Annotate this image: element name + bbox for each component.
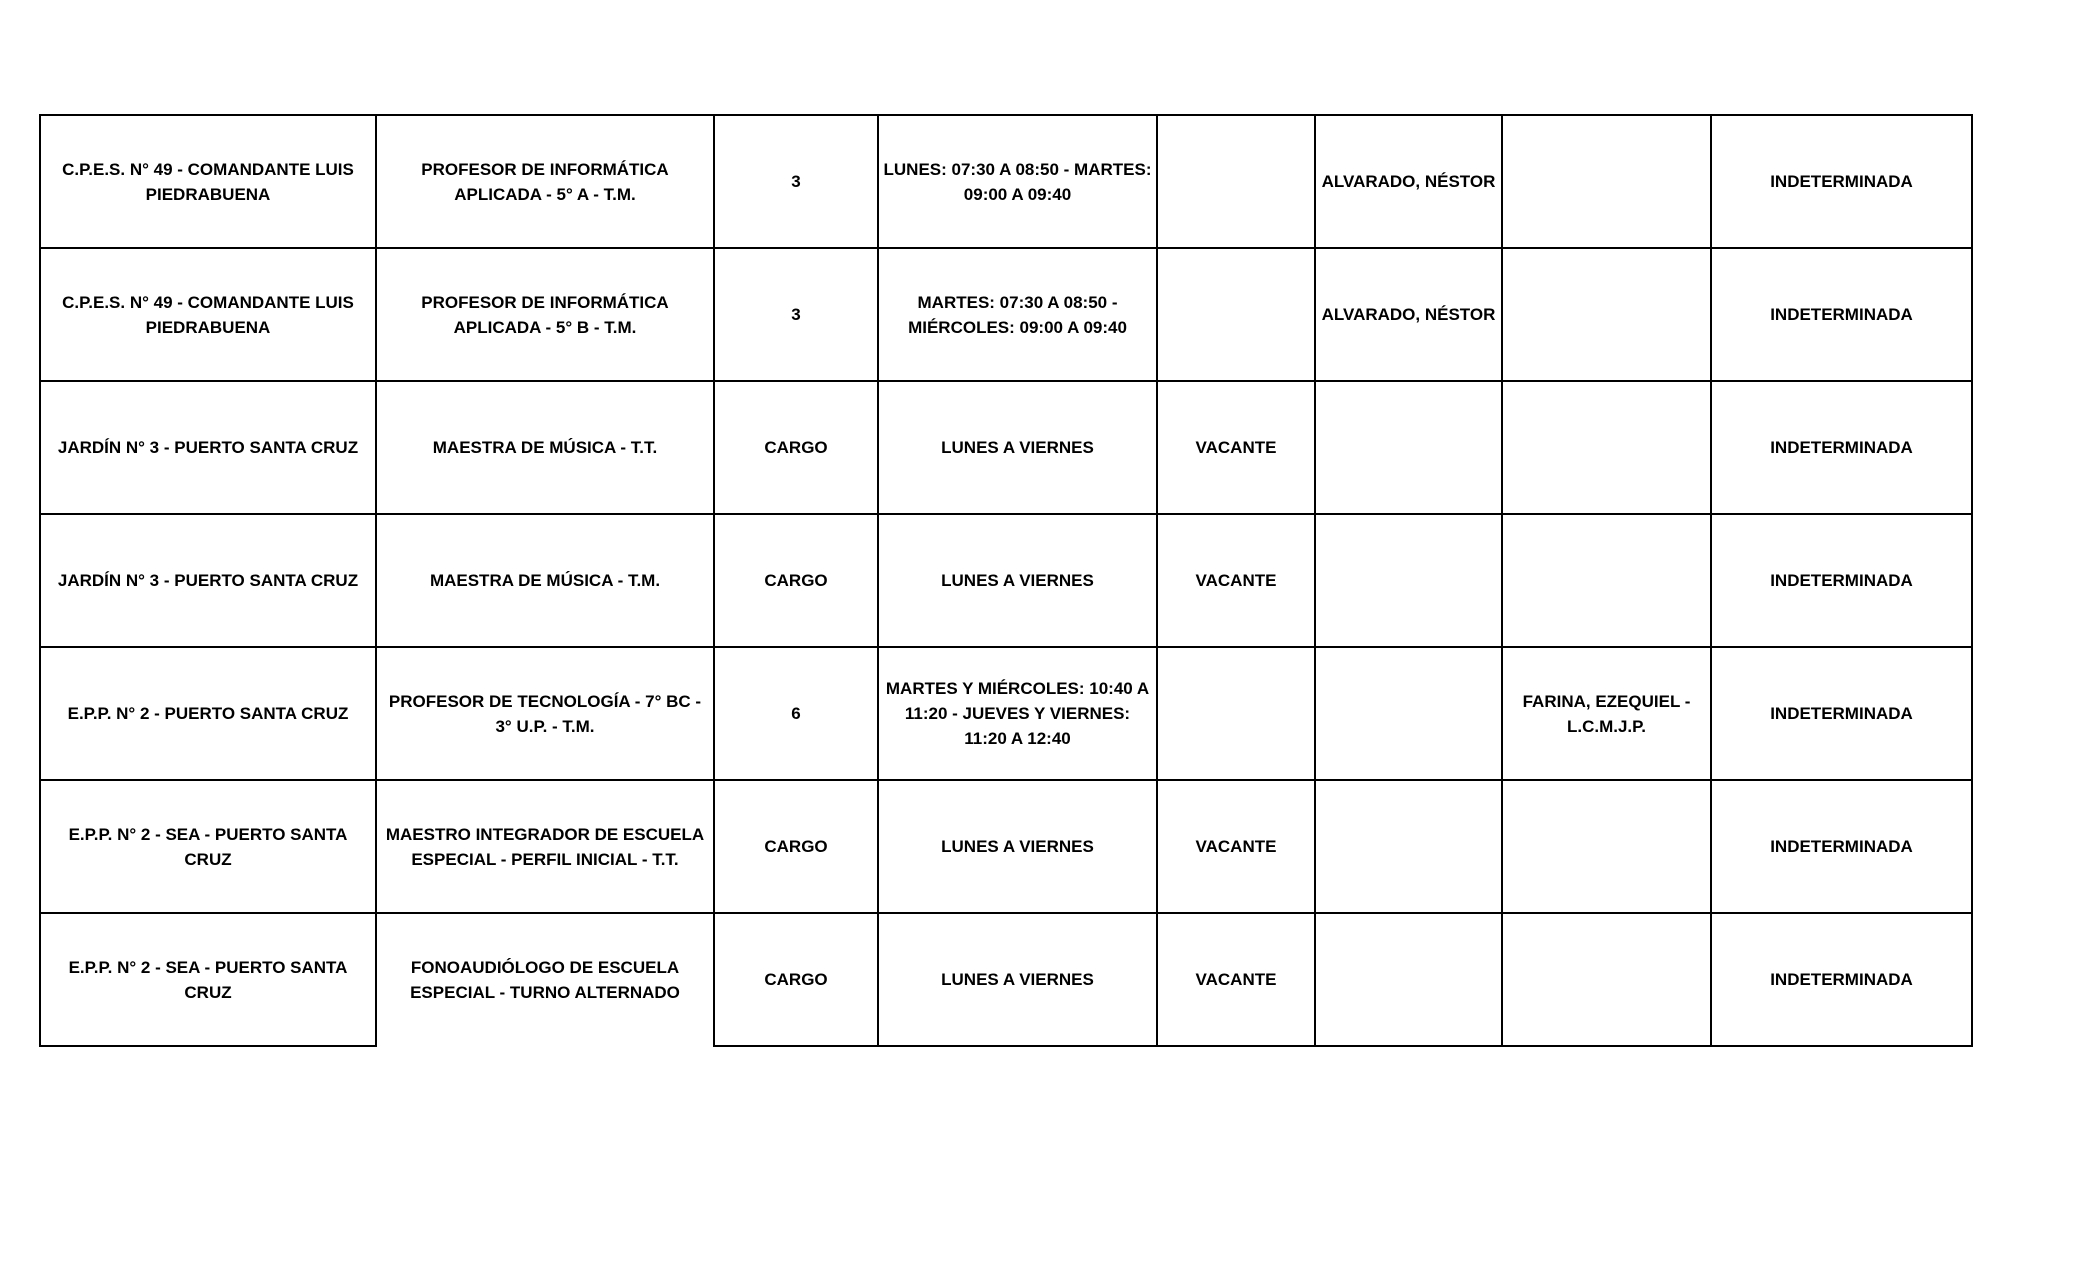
teacher-cell: ALVARADO, NÉSTOR bbox=[1315, 248, 1502, 381]
duration-cell: INDETERMINADA bbox=[1711, 381, 1972, 514]
replacement-cell bbox=[1502, 381, 1711, 514]
table-row bbox=[40, 913, 1972, 1046]
duration-cell: INDETERMINADA bbox=[1711, 913, 1972, 1046]
position-cell: MAESTRA DE MÚSICA - T.M. bbox=[376, 514, 714, 647]
schedule-cell: MARTES: 07:30 A 08:50 - MIÉRCOLES: 09:00 A 09:40 bbox=[878, 248, 1157, 381]
replacement-cell bbox=[1502, 913, 1711, 1046]
table-row bbox=[40, 647, 1972, 780]
position-cell: PROFESOR DE INFORMÁTICA APLICADA - 5° B - T.M. bbox=[376, 248, 714, 381]
schedule-cell: LUNES A VIERNES bbox=[878, 514, 1157, 647]
table-row bbox=[40, 381, 1972, 514]
school-cell: E.P.P. N° 2 - SEA - PUERTO SANTA CRUZ bbox=[40, 913, 376, 1046]
teacher-cell bbox=[1315, 381, 1502, 514]
teacher-cell: ALVARADO, NÉSTOR bbox=[1315, 115, 1502, 248]
schedule-cell: LUNES A VIERNES bbox=[878, 780, 1157, 913]
teacher-cell bbox=[1315, 913, 1502, 1046]
duration-cell: INDETERMINADA bbox=[1711, 514, 1972, 647]
table-row bbox=[40, 514, 1972, 647]
position-cell: PROFESOR DE INFORMÁTICA APLICADA - 5° A - T.M. bbox=[376, 115, 714, 248]
position-cell: MAESTRO INTEGRADOR DE ESCUELA ESPECIAL - PERFIL INICIAL - T.T. bbox=[376, 780, 714, 913]
teacher-cell bbox=[1315, 514, 1502, 647]
replacement-cell bbox=[1502, 780, 1711, 913]
hours-cell: 3 bbox=[714, 248, 878, 381]
teacher-cell bbox=[1315, 647, 1502, 780]
schedule-cell: LUNES: 07:30 A 08:50 - MARTES: 09:00 A 09:40 bbox=[878, 115, 1157, 248]
schedule-cell: LUNES A VIERNES bbox=[878, 913, 1157, 1046]
position-cell: PROFESOR DE TECNOLOGÍA - 7° BC - 3° U.P. - T.M. bbox=[376, 647, 714, 780]
hours-cell: CARGO bbox=[714, 780, 878, 913]
replacement-cell bbox=[1502, 248, 1711, 381]
duration-cell: INDETERMINADA bbox=[1711, 647, 1972, 780]
school-cell: JARDÍN N° 3 - PUERTO SANTA CRUZ bbox=[40, 514, 376, 647]
school-cell: C.P.E.S. N° 49 - COMANDANTE LUIS PIEDRABUENA bbox=[40, 115, 376, 248]
status-cell bbox=[1157, 647, 1315, 780]
position-cell: FONOAUDIÓLOGO DE ESCUELA ESPECIAL - TURNO ALTERNADO bbox=[376, 913, 714, 1046]
replacement-cell bbox=[1502, 115, 1711, 248]
status-cell bbox=[1157, 115, 1315, 248]
duration-cell: INDETERMINADA bbox=[1711, 115, 1972, 248]
spreadsheet-page bbox=[39, 114, 1973, 1047]
hours-cell: 3 bbox=[714, 115, 878, 248]
status-cell bbox=[1157, 248, 1315, 381]
school-cell: JARDÍN N° 3 - PUERTO SANTA CRUZ bbox=[40, 381, 376, 514]
hours-cell: CARGO bbox=[714, 913, 878, 1046]
school-cell: E.P.P. N° 2 - PUERTO SANTA CRUZ bbox=[40, 647, 376, 780]
status-cell: VACANTE bbox=[1157, 913, 1315, 1046]
status-cell: VACANTE bbox=[1157, 780, 1315, 913]
replacement-cell: FARINA, EZEQUIEL - L.C.M.J.P. bbox=[1502, 647, 1711, 780]
schedule-cell: MARTES Y MIÉRCOLES: 10:40 A 11:20 - JUEVES Y VIERNES: 11:20 A 12:40 bbox=[878, 647, 1157, 780]
duration-cell: INDETERMINADA bbox=[1711, 780, 1972, 913]
vacancy-table bbox=[39, 114, 1973, 1047]
schedule-cell: LUNES A VIERNES bbox=[878, 381, 1157, 514]
status-cell: VACANTE bbox=[1157, 514, 1315, 647]
replacement-cell bbox=[1502, 514, 1711, 647]
teacher-cell bbox=[1315, 780, 1502, 913]
duration-cell: INDETERMINADA bbox=[1711, 248, 1972, 381]
position-cell: MAESTRA DE MÚSICA - T.T. bbox=[376, 381, 714, 514]
hours-cell: 6 bbox=[714, 647, 878, 780]
status-cell: VACANTE bbox=[1157, 381, 1315, 514]
table-row bbox=[40, 248, 1972, 381]
school-cell: E.P.P. N° 2 - SEA - PUERTO SANTA CRUZ bbox=[40, 780, 376, 913]
table-row bbox=[40, 780, 1972, 913]
hours-cell: CARGO bbox=[714, 514, 878, 647]
table-row bbox=[40, 115, 1972, 248]
hours-cell: CARGO bbox=[714, 381, 878, 514]
school-cell: C.P.E.S. N° 49 - COMANDANTE LUIS PIEDRABUENA bbox=[40, 248, 376, 381]
